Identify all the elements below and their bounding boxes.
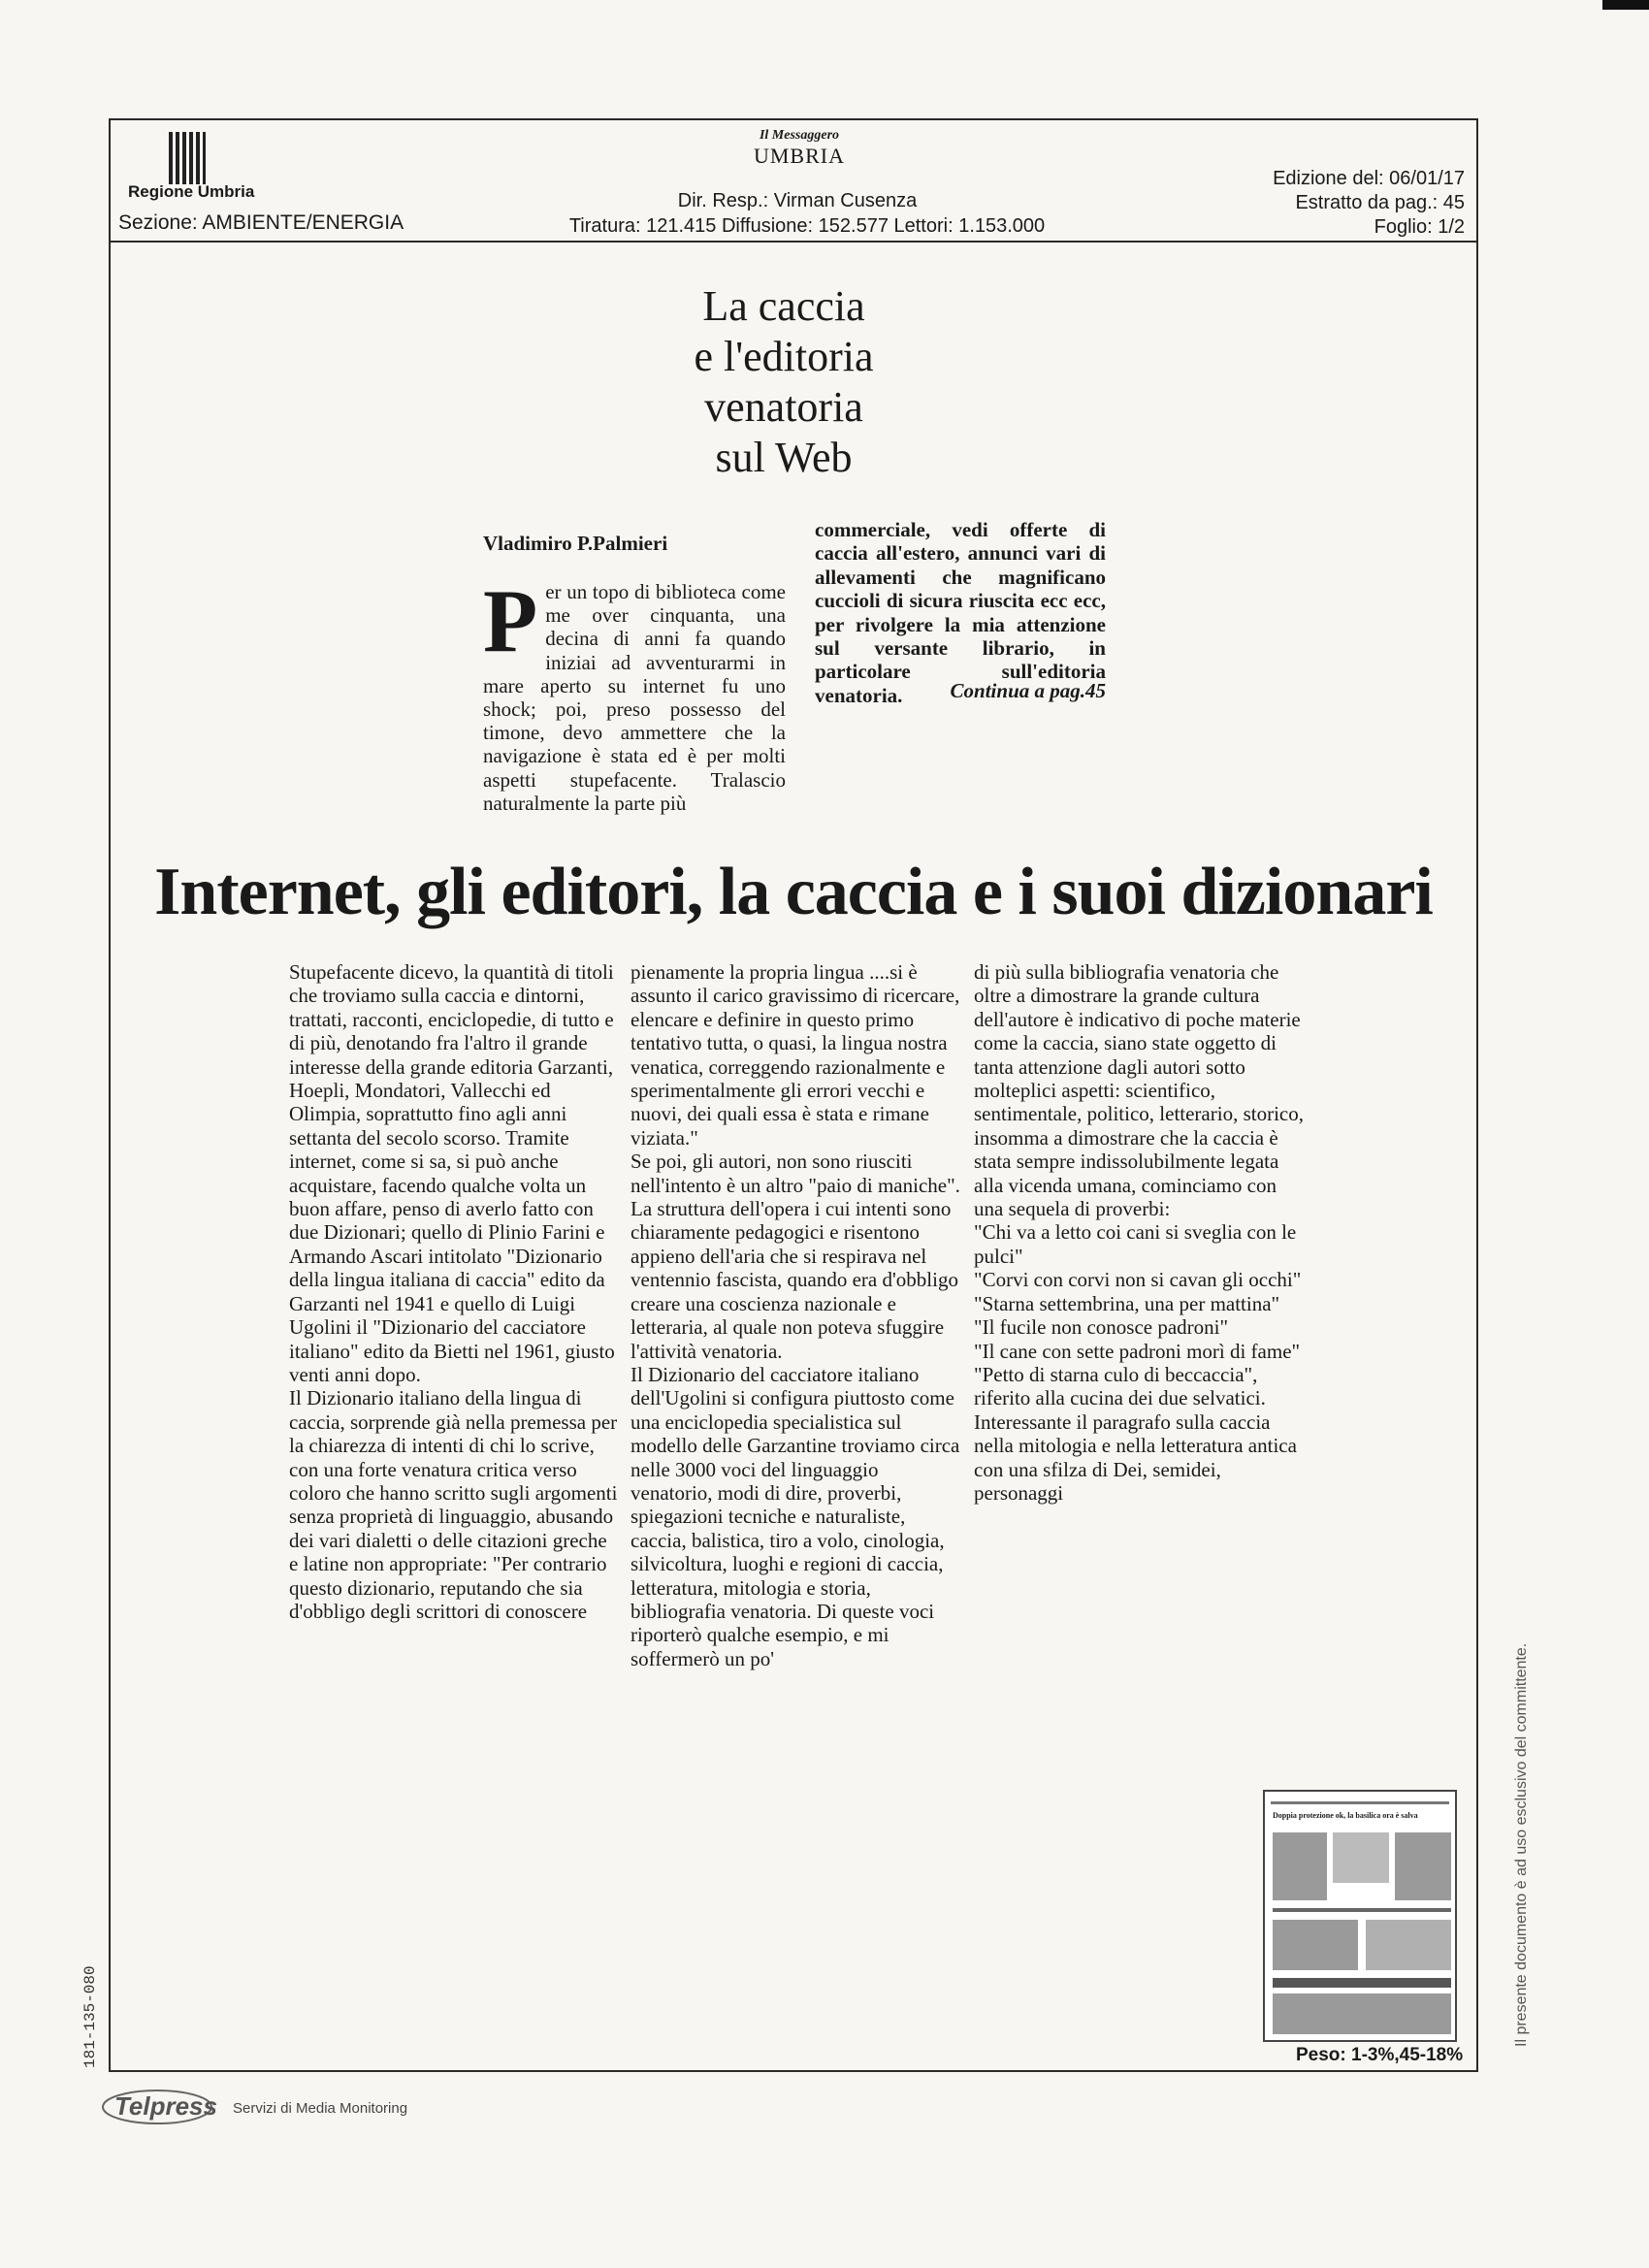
paragraph: Stupefacente dicevo, la quantità di titoli che troviamo sulla caccia e dintorni, trattati, racconti, enciclopedie, di tutto e di più, denotando fra l'altro il grande interesse della grande editoria Garzanti, Hoepli, Mondatori, Vallecchi ed Olimpia, soprattutto fino agli anni settanta del secolo scorso. Tramite internet, come si sa, si può anche acquistare, facendo qualche volta un buon affare, penso di averlo fatto con due Dizionari; quello di Plinio Farini e Armando Ascari intitolato "Dizionario della lingua italiana di caccia" edito da Garzanti nel 1941 e quello di Luigi Ugolini il "Dizionario del cacciatore italiano" edito da Bietti nel 1961, giusto venti anni dopo. — [289, 960, 615, 1386]
edition-info — [1273, 167, 1465, 240]
teaser-title-line: sul Web — [715, 434, 853, 481]
paragraph: pienamente la propria lingua ....si è assunto il carico gravissimo di ricercare, elencare e definire in questo primo tentativo tutta, o quasi, la lingua nostra venatica, correggendo razionalmente e sperimentalmente gli errori vecchi e nuovi, dei quali essa è stata e rimane viziata." — [630, 960, 960, 1150]
continued-on-page: Continua a pag.45 — [950, 679, 1106, 702]
article-column-1 — [289, 960, 619, 1623]
paper-logo-main: UMBRIA — [753, 144, 845, 168]
article-column-2 — [630, 960, 960, 1670]
extract-page: Estratto da pag.: 45 — [1295, 192, 1465, 213]
proverb: "Starna settembrina, una per mattina" — [974, 1291, 1280, 1315]
page-thumbnail — [1263, 1790, 1457, 2042]
proverb: "Il cane con sette padroni morì di fame" — [974, 1339, 1301, 1363]
teaser-title-line: La caccia — [702, 282, 865, 330]
thumbnail-rule — [1273, 1908, 1451, 1912]
region-name: Regione Umbria — [128, 182, 255, 201]
clipping-header — [109, 118, 1478, 243]
thumbnail-headline: Doppia protezione ok, la basilica ora è salva — [1273, 1811, 1418, 1820]
edition-date: Edizione del: 06/01/17 — [1273, 168, 1465, 189]
thumbnail-highlight — [1273, 1978, 1451, 1988]
teaser-title-line: e l'editoria — [694, 333, 874, 380]
scan-corner-mark — [1602, 0, 1649, 10]
thumbnail-photo — [1333, 1832, 1389, 1883]
circulation-line: Tiratura: 121.415 Diffusione: 152.577 Lettori: 1.153.000 — [568, 215, 1046, 237]
article-author: Vladimiro P.Palmieri — [483, 532, 668, 555]
proverb: "Il fucile non conosce padroni" — [974, 1315, 1229, 1340]
paper-logo-top: Il Messaggero — [759, 128, 840, 143]
lead-text-1: er un topo di biblioteca come me over cinquanta, una decina di anni fa quando iniziai ad avventurarmi in mare aperto su internet fu uno shock; poi, preso possesso del timone, devo ammettere che la navigazione è stata ed è per molti aspetti stupefacente. Tralascio naturalmente la parte più — [483, 580, 786, 815]
document-code: 181-135-080 — [81, 1965, 99, 2068]
footer-brand: Telpress — [114, 2091, 217, 2121]
weight-label: Peso: 1-3%,45-18% — [1296, 2045, 1464, 2065]
paragraph: Interessante il paragrafo sulla caccia nella mitologia e nella letteratura antica con una sfilza di Dei, semidei, personaggi — [974, 1409, 1297, 1505]
paragraph: Il Dizionario del cacciatore italiano dell'Ugolini si configura piuttosto come una enciclopedia specialistica sul modello delle Garzantine troviamo circa nelle 3000 voci del linguaggio venatorio, modi di dire, proverbi, spiegazioni tecniche e naturaliste, caccia, balistica, tiro a volo, cinologia, silvicoltura, luoghi e regioni di caccia, letteratura, mitologia e storia, bibliografia venatoria. Di queste voci riporterò qualche esempio, e mi soffermerò un po' — [630, 1362, 960, 1670]
regione-umbria-logo-icon — [167, 130, 208, 186]
paragraph: Se poi, gli autori, non sono riusciti nell'intento è un altro "paio di maniche". La struttura dell'opera i cui intenti sono chiaramente pedagogici e risentono appieno dell'aria che si respirava nel ventennio fascista, quando era d'obbligo creare una coscienza nazionale e letteraria, al quale non poteva sfuggire l'attività venatoria. — [630, 1150, 960, 1363]
teaser-title — [667, 281, 900, 483]
paragraph: di più sulla bibliografia venatoria che oltre a dimostrare la grande cultura dell'autore è indicativo di poche materie come la caccia, siano state oggetto di tanta attenzione dagli autori sotto molteplici aspetti: scientifico, sentimentale, politico, letterario, storico, insomma a dimostrare che la caccia è stata sempre indissolubilmente legata alla vicenda umana, cominciamo con una sequela di proverbi: — [974, 960, 1304, 1221]
proverb: "Corvi con corvi non si cavan gli occhi" — [974, 1268, 1302, 1292]
director-line: Dir. Resp.: Virman Cusenza — [677, 190, 918, 211]
thumbnail-rule — [1271, 1801, 1449, 1804]
thumbnail-text-block — [1273, 1993, 1451, 2034]
usage-notice: Il presente documento è ad uso esclusivo del committente. — [1513, 1642, 1530, 2047]
proverb: "Chi va a letto coi cani si sveglia con le pulci" — [974, 1220, 1297, 1268]
main-headline: Internet, gli editori, la caccia e i suoi dizionari — [154, 855, 1433, 929]
thumbnail-text-block — [1273, 1920, 1358, 1970]
section-label: Sezione: AMBIENTE/ENERGIA — [118, 211, 404, 234]
thumbnail-text-block — [1395, 1832, 1451, 1900]
drop-cap: P — [483, 571, 538, 670]
thumbnail-text-block — [1366, 1920, 1451, 1970]
article-column-3 — [974, 960, 1304, 1505]
proverb: "Petto di starna culo di beccaccia", riferito alla cucina dei due selvatici. — [974, 1362, 1266, 1410]
lead-paragraph-2: commerciale, vedi offerte di caccia all'estero, annunci vari di allevamenti che magnificano cuccioli di sicura riuscita ecc ecc, per rivolgere la mia attenzione sul versante librario, in particolare sull'editoria venatoria. — [815, 518, 1106, 707]
thumbnail-text-block — [1273, 1832, 1327, 1900]
lead-paragraph-1 — [483, 571, 786, 815]
teaser-title-line: venatoria — [704, 383, 863, 431]
sheet-number: Foglio: 1/2 — [1374, 216, 1465, 238]
footer-tagline: Servizi di Media Monitoring — [233, 2100, 408, 2117]
paragraph: Il Dizionario italiano della lingua di caccia, sorprende già nella premessa per la chiarezza di intenti di chi lo scrive, con una forte venatura critica verso coloro che hanno scritto sugli argomenti senza proprietà di linguaggio, abusando dei vari dialetti o delle citazioni greche e latine non appropriate: "Per contrario questo dizionario, reputando che sia d'obbligo degli scrittori di conoscere — [289, 1386, 618, 1623]
